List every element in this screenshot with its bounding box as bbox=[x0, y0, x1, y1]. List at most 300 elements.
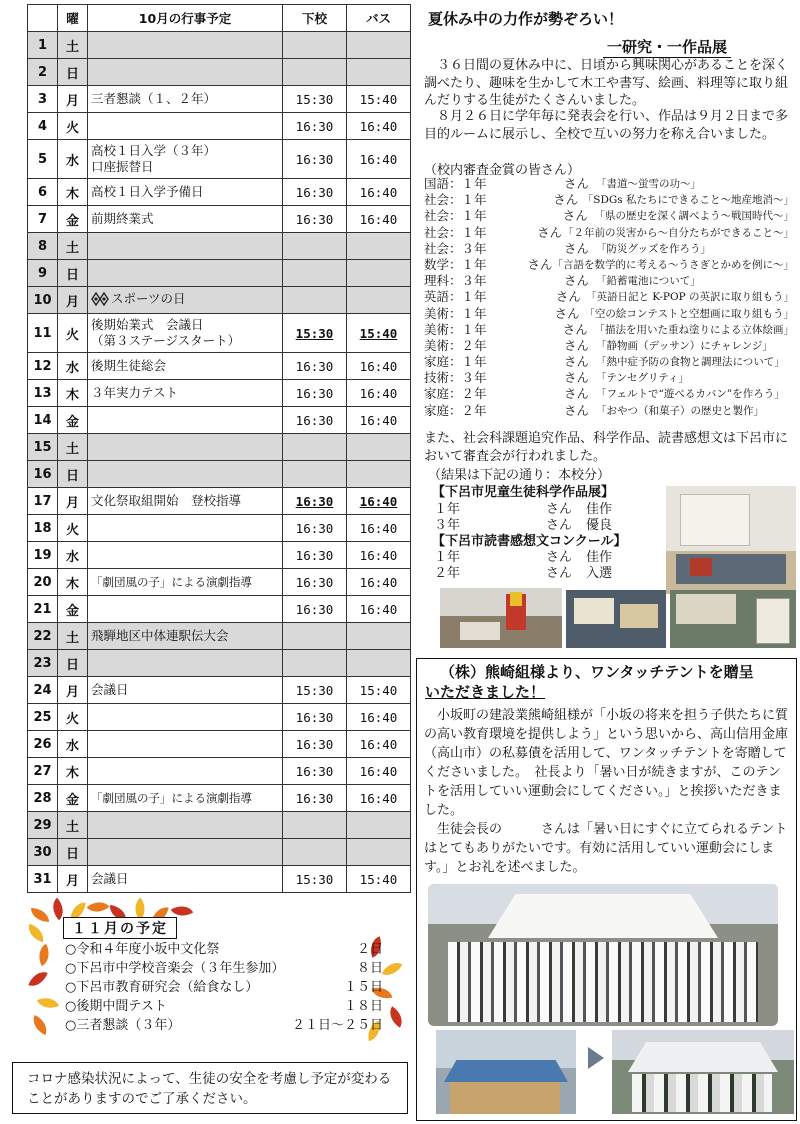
award-san: さん bbox=[564, 176, 590, 191]
row-event bbox=[88, 434, 283, 461]
row-leave-time bbox=[283, 515, 347, 542]
row-weekday: 金 bbox=[58, 407, 88, 434]
november-item-date: ２１日～２５日 bbox=[291, 1018, 383, 1033]
row-weekday: 水 bbox=[58, 731, 88, 758]
result-award: 入選 bbox=[586, 566, 613, 581]
row-weekday: 火 bbox=[58, 314, 88, 353]
row-leave-time-value: 16:30 bbox=[295, 574, 334, 590]
award-title: 「静物画（デッサン）にチャレンジ」 bbox=[596, 339, 773, 352]
row-bus-time-value: 16:40 bbox=[359, 385, 398, 401]
row-bus-time-value: 15:40 bbox=[359, 91, 398, 107]
row-leave-time bbox=[283, 233, 347, 260]
award-subject: 美術：１年 bbox=[424, 305, 487, 321]
award-title: 「言語を数学的に考える～うさぎとかめを例に～」 bbox=[552, 258, 794, 271]
event-line: 「劇団風の子」による演劇指導 bbox=[91, 790, 252, 805]
row-event bbox=[88, 287, 283, 314]
row-leave-time bbox=[283, 113, 347, 140]
row-leave-time bbox=[283, 785, 347, 812]
award-subject: 美術：２年 bbox=[424, 337, 487, 353]
award-title: 「フェルトで“遊べるカバン”を作ろう」 bbox=[596, 388, 785, 401]
row-day: 18 bbox=[28, 515, 58, 542]
row-bus-time-value: 15:40 bbox=[359, 325, 398, 341]
october-schedule-table bbox=[27, 4, 411, 893]
row-weekday: 金 bbox=[58, 785, 88, 812]
schedule-row bbox=[28, 650, 411, 677]
schedule-row bbox=[28, 866, 411, 893]
event-line: （第３ステージスタート） bbox=[91, 333, 241, 348]
row-bus-time bbox=[347, 380, 411, 407]
header-leave-time: 下校 bbox=[283, 5, 347, 32]
award-san: さん bbox=[564, 386, 590, 402]
row-bus-time bbox=[347, 179, 411, 206]
row-leave-time bbox=[283, 488, 347, 515]
award-san: さん bbox=[537, 224, 563, 240]
tent-title-line2: いただきました！ bbox=[425, 683, 546, 701]
result-row bbox=[434, 562, 674, 581]
row-bus-time-value: 16:40 bbox=[359, 151, 398, 167]
row-day: 23 bbox=[28, 650, 58, 677]
essay-contest-heading: 【下呂市読書感想文コンクール】 bbox=[432, 534, 627, 549]
row-bus-time bbox=[347, 839, 411, 866]
maple-leaf-icon bbox=[29, 1015, 51, 1035]
row-weekday: 月 bbox=[58, 677, 88, 704]
november-item bbox=[65, 957, 383, 976]
row-leave-time bbox=[283, 461, 347, 488]
row-day: 9 bbox=[28, 260, 58, 287]
row-weekday: 土 bbox=[58, 623, 88, 650]
schedule-row bbox=[28, 461, 411, 488]
schedule-row bbox=[28, 233, 411, 260]
row-bus-time-value: 16:40 bbox=[359, 709, 398, 725]
schedule-row bbox=[28, 32, 411, 59]
row-weekday: 木 bbox=[58, 569, 88, 596]
event-line: 高校１日入学（３年） bbox=[91, 143, 217, 159]
row-weekday: 水 bbox=[58, 140, 88, 179]
row-weekday: 日 bbox=[58, 650, 88, 677]
row-weekday: 土 bbox=[58, 32, 88, 59]
row-event bbox=[88, 86, 283, 113]
schedule-row bbox=[28, 758, 411, 785]
row-leave-time-value: 16:30 bbox=[295, 736, 334, 752]
award-title: 「おやつ（和菓子）の歴史と製作」 bbox=[596, 404, 764, 417]
award-item bbox=[424, 176, 794, 192]
award-title: 「空の絵コンテストと空想画に取り組もう」 bbox=[584, 307, 794, 320]
row-leave-time-value: 16:30 bbox=[295, 412, 334, 428]
schedule-row bbox=[28, 179, 411, 206]
schedule-row bbox=[28, 407, 411, 434]
row-leave-time bbox=[283, 650, 347, 677]
row-leave-time bbox=[283, 569, 347, 596]
row-weekday: 月 bbox=[58, 86, 88, 113]
row-leave-time bbox=[283, 839, 347, 866]
arrow-right-icon bbox=[588, 1047, 604, 1069]
row-weekday: 月 bbox=[58, 866, 88, 893]
november-item-label: ○下呂市中学校音楽会（３年生参加） bbox=[65, 961, 285, 976]
tent-article-paragraph-2: 生徒会長の さんは「暑い日にすぐに立てられるテントはとてもありがたいです。有効に活用していい運動会にします。」とお礼を述べました。 bbox=[424, 822, 788, 875]
row-weekday: 水 bbox=[58, 542, 88, 569]
row-leave-time bbox=[283, 812, 347, 839]
award-subject: 家庭：２年 bbox=[424, 386, 487, 402]
row-leave-time bbox=[283, 866, 347, 893]
row-day: 7 bbox=[28, 206, 58, 233]
article1-paragraph-3: また、社会科課題追究作品、科学作品、読書感想文は下呂市において審査会が行われました。 bbox=[424, 431, 789, 464]
row-event bbox=[88, 179, 283, 206]
award-title: 「英語日記と K-POP の英訳に取り組もう」 bbox=[585, 291, 794, 304]
row-leave-time-value: 15:30 bbox=[295, 871, 334, 887]
award-subject: 社会：３年 bbox=[424, 240, 487, 256]
award-subject: 美術：１年 bbox=[424, 321, 487, 337]
row-leave-time bbox=[283, 623, 347, 650]
award-san: さん bbox=[564, 354, 590, 370]
november-item-date: ８日 bbox=[356, 961, 383, 976]
november-item-date: １５日 bbox=[343, 980, 383, 995]
award-san: さん bbox=[564, 337, 590, 353]
row-event bbox=[88, 866, 283, 893]
award-item bbox=[424, 273, 794, 289]
award-san: さん bbox=[553, 192, 579, 208]
header-day bbox=[28, 5, 58, 32]
row-bus-time bbox=[347, 233, 411, 260]
row-leave-time bbox=[283, 677, 347, 704]
schedule-row bbox=[28, 206, 411, 233]
row-event bbox=[88, 59, 283, 86]
row-bus-time bbox=[347, 650, 411, 677]
award-subject: 社会：１年 bbox=[424, 208, 487, 224]
row-event bbox=[88, 731, 283, 758]
schedule-row bbox=[28, 59, 411, 86]
award-title: 「描法を用いた重ね塗りによる立体絵画」 bbox=[594, 323, 794, 336]
row-day: 15 bbox=[28, 434, 58, 461]
award-item bbox=[424, 208, 794, 224]
schedule-row bbox=[28, 569, 411, 596]
row-bus-time bbox=[347, 785, 411, 812]
tent-group-photo bbox=[428, 884, 778, 1026]
gold-award-heading: （校内審査金賞の皆さん） bbox=[424, 163, 581, 178]
exhibit-photo-2 bbox=[566, 590, 666, 648]
award-item bbox=[424, 338, 794, 354]
row-event bbox=[88, 380, 283, 407]
article1-subhead: 一研究・一作品展 bbox=[603, 36, 731, 58]
row-weekday: 日 bbox=[58, 59, 88, 86]
result-grade: １年 bbox=[434, 502, 461, 517]
header-weekday: 曜 bbox=[58, 5, 88, 32]
row-leave-time bbox=[283, 287, 347, 314]
row-day: 3 bbox=[28, 86, 58, 113]
schedule-row bbox=[28, 677, 411, 704]
row-leave-time-value: 16:30 bbox=[295, 763, 334, 779]
row-day: 29 bbox=[28, 812, 58, 839]
award-title: 「県の歴史を深く調べよう～戦国時代～」 bbox=[594, 210, 794, 223]
award-subject: 社会：１年 bbox=[424, 192, 487, 208]
row-day: 27 bbox=[28, 758, 58, 785]
award-subject: 社会：１年 bbox=[424, 224, 487, 240]
award-san: さん bbox=[564, 273, 590, 289]
row-leave-time-value: 15:30 bbox=[295, 325, 334, 341]
award-item bbox=[424, 354, 794, 370]
award-subject: 国語：１年 bbox=[424, 176, 487, 191]
row-weekday: 木 bbox=[58, 380, 88, 407]
article1-headline: 夏休み中の力作が勢ぞろい！ bbox=[428, 10, 624, 28]
results-note: （結果は下記の通り：本校分） bbox=[428, 468, 611, 483]
award-san: さん bbox=[564, 370, 590, 386]
schedule-row bbox=[28, 140, 411, 179]
row-weekday: 火 bbox=[58, 113, 88, 140]
row-weekday: 日 bbox=[58, 839, 88, 866]
result-grade: １年 bbox=[434, 550, 461, 565]
row-leave-time-value: 16:30 bbox=[295, 790, 334, 806]
row-day: 4 bbox=[28, 113, 58, 140]
event-line: 口座振替日 bbox=[91, 159, 154, 174]
row-event bbox=[88, 113, 283, 140]
schedule-row bbox=[28, 623, 411, 650]
row-event bbox=[88, 839, 283, 866]
row-bus-time bbox=[347, 260, 411, 287]
row-day: 1 bbox=[28, 32, 58, 59]
row-weekday: 火 bbox=[58, 515, 88, 542]
row-leave-time bbox=[283, 206, 347, 233]
schedule-row bbox=[28, 314, 411, 353]
row-event bbox=[88, 704, 283, 731]
schedule-row bbox=[28, 260, 411, 287]
row-day: 28 bbox=[28, 785, 58, 812]
result-row bbox=[434, 546, 674, 565]
award-subject: 英語：１年 bbox=[424, 289, 487, 305]
row-event bbox=[88, 623, 283, 650]
row-bus-time-value: 15:40 bbox=[359, 871, 398, 887]
row-day: 26 bbox=[28, 731, 58, 758]
row-weekday: 日 bbox=[58, 461, 88, 488]
award-san: さん bbox=[554, 305, 580, 321]
tent-after-photo bbox=[612, 1030, 794, 1114]
row-leave-time bbox=[283, 758, 347, 785]
row-weekday: 月 bbox=[58, 287, 88, 314]
schedule-row bbox=[28, 434, 411, 461]
row-day: 2 bbox=[28, 59, 58, 86]
row-leave-time-value: 16:30 bbox=[295, 520, 334, 536]
result-san: さん bbox=[546, 550, 573, 565]
row-bus-time-value: 16:40 bbox=[359, 118, 398, 134]
schedule-row bbox=[28, 353, 411, 380]
row-bus-time-value: 15:40 bbox=[359, 682, 398, 698]
november-title: １１月の予定 bbox=[63, 917, 177, 939]
row-event bbox=[88, 650, 283, 677]
row-leave-time-value: 16:30 bbox=[295, 118, 334, 134]
award-subject: 家庭：２年 bbox=[424, 402, 487, 418]
event-line: 会議日 bbox=[91, 682, 129, 698]
row-weekday: 土 bbox=[58, 434, 88, 461]
row-leave-time-value: 16:30 bbox=[295, 151, 334, 167]
row-bus-time-value: 16:40 bbox=[359, 547, 398, 563]
row-bus-time bbox=[347, 731, 411, 758]
schedule-row bbox=[28, 86, 411, 113]
tent-article-title bbox=[425, 662, 785, 702]
tent-before-photo bbox=[436, 1030, 576, 1114]
exhibit-photo-3 bbox=[670, 590, 796, 648]
award-item bbox=[424, 370, 794, 386]
event-line: 「劇団風の子」による演劇指導 bbox=[91, 574, 252, 589]
row-leave-time-value: 16:30 bbox=[295, 385, 334, 401]
row-bus-time bbox=[347, 866, 411, 893]
row-bus-time-value: 16:40 bbox=[359, 763, 398, 779]
row-bus-time bbox=[347, 488, 411, 515]
november-item bbox=[65, 976, 383, 995]
result-san: さん bbox=[546, 566, 573, 581]
row-day: 6 bbox=[28, 179, 58, 206]
award-subject: 理科：３年 bbox=[424, 273, 487, 289]
row-leave-time bbox=[283, 353, 347, 380]
award-item bbox=[424, 289, 794, 305]
event-line: 三者懇談（１、２年） bbox=[91, 91, 217, 107]
award-san: さん bbox=[564, 240, 590, 256]
result-san: さん bbox=[546, 518, 573, 533]
schedule-row bbox=[28, 113, 411, 140]
row-day: 14 bbox=[28, 407, 58, 434]
row-bus-time bbox=[347, 569, 411, 596]
event-line: 文化祭取組開始 登校指導 bbox=[91, 493, 242, 509]
row-weekday: 日 bbox=[58, 260, 88, 287]
event-line: ３年実力テスト bbox=[91, 385, 179, 401]
row-day: 31 bbox=[28, 866, 58, 893]
row-leave-time bbox=[283, 380, 347, 407]
row-day: 25 bbox=[28, 704, 58, 731]
row-day: 10 bbox=[28, 287, 58, 314]
science-exhibit-heading: 【下呂市児童生徒科学作品展】 bbox=[432, 485, 615, 500]
row-bus-time bbox=[347, 623, 411, 650]
row-leave-time bbox=[283, 314, 347, 353]
tent-title-line1: （株）熊崎組様より、ワンタッチテントを贈呈 bbox=[440, 663, 754, 681]
row-event bbox=[88, 542, 283, 569]
row-bus-time bbox=[347, 461, 411, 488]
row-leave-time bbox=[283, 260, 347, 287]
award-subject: 数学：１年 bbox=[424, 256, 487, 272]
row-leave-time bbox=[283, 542, 347, 569]
row-bus-time-value: 16:40 bbox=[359, 574, 398, 590]
row-leave-time bbox=[283, 731, 347, 758]
header-bus-time: バス bbox=[347, 5, 411, 32]
november-item-date: ２日 bbox=[356, 942, 383, 957]
row-leave-time-value: 15:30 bbox=[295, 91, 334, 107]
award-item bbox=[424, 257, 794, 273]
november-plan bbox=[27, 900, 410, 1040]
event-line: 後期始業式 会議日 bbox=[91, 317, 204, 333]
november-item bbox=[65, 1014, 383, 1033]
award-title: 「防災グッズを作ろう」 bbox=[596, 242, 711, 255]
row-leave-time bbox=[283, 704, 347, 731]
row-leave-time bbox=[283, 179, 347, 206]
event-line: 会議日 bbox=[91, 871, 129, 887]
row-leave-time-value: 16:30 bbox=[295, 184, 334, 200]
row-event bbox=[88, 407, 283, 434]
exhibit-photo-1 bbox=[440, 588, 562, 648]
row-bus-time bbox=[347, 32, 411, 59]
row-bus-time-value: 16:40 bbox=[359, 493, 398, 509]
result-row bbox=[434, 514, 674, 533]
row-bus-time bbox=[347, 704, 411, 731]
award-san: さん bbox=[562, 321, 588, 337]
row-weekday: 木 bbox=[58, 179, 88, 206]
row-event bbox=[88, 314, 283, 353]
row-day: 22 bbox=[28, 623, 58, 650]
row-bus-time bbox=[347, 287, 411, 314]
row-day: 5 bbox=[28, 140, 58, 179]
row-bus-time bbox=[347, 677, 411, 704]
row-bus-time bbox=[347, 113, 411, 140]
row-leave-time bbox=[283, 32, 347, 59]
award-item bbox=[424, 241, 794, 257]
row-weekday: 水 bbox=[58, 353, 88, 380]
schedule-row bbox=[28, 731, 411, 758]
row-leave-time-value: 16:30 bbox=[295, 211, 334, 227]
row-event bbox=[88, 206, 283, 233]
result-grade: ２年 bbox=[434, 566, 461, 581]
row-event bbox=[88, 461, 283, 488]
row-weekday: 土 bbox=[58, 812, 88, 839]
row-bus-time bbox=[347, 140, 411, 179]
row-bus-time bbox=[347, 758, 411, 785]
schedule-body bbox=[28, 32, 411, 893]
row-event bbox=[88, 32, 283, 59]
row-day: 13 bbox=[28, 380, 58, 407]
row-event bbox=[88, 812, 283, 839]
row-bus-time bbox=[347, 812, 411, 839]
result-grade: ３年 bbox=[434, 518, 461, 533]
row-weekday: 木 bbox=[58, 758, 88, 785]
row-event bbox=[88, 353, 283, 380]
row-event bbox=[88, 488, 283, 515]
award-san: さん bbox=[527, 256, 553, 272]
award-title: 「熱中症予防の食物と調理法について」 bbox=[596, 356, 785, 369]
award-item bbox=[424, 403, 794, 419]
november-item bbox=[65, 995, 383, 1014]
award-subject: 家庭：１年 bbox=[424, 354, 487, 370]
award-title: 「SDGs 私たちにできること～地産地消～」 bbox=[582, 194, 794, 207]
row-bus-time-value: 16:40 bbox=[359, 520, 398, 536]
row-event bbox=[88, 260, 283, 287]
row-bus-time bbox=[347, 353, 411, 380]
maple-leaf-icon bbox=[87, 896, 110, 918]
row-bus-time-value: 16:40 bbox=[359, 412, 398, 428]
maple-leaf-icon bbox=[382, 958, 403, 980]
row-bus-time bbox=[347, 86, 411, 113]
row-leave-time-value: 16:30 bbox=[295, 601, 334, 617]
row-day: 19 bbox=[28, 542, 58, 569]
tent-article-paragraph-1: 小坂町の建設業熊崎組様が「小坂の将来を担う子供たちに質の高い教育環境を提供しよう」という思いから、高山信用金庫（高山市）の私募債を活用して、ワンタッチテントを寄贈してくださいました。 社長より「暑い日が続きますが、このテントを活用していい運動会にしてください。」と挨拶いただきました。 bbox=[424, 708, 789, 818]
maple-leaf-icon bbox=[37, 993, 59, 1013]
row-day: 24 bbox=[28, 677, 58, 704]
award-item bbox=[424, 192, 794, 208]
row-leave-time-value: 16:30 bbox=[295, 493, 334, 509]
gold-award-list bbox=[424, 176, 794, 419]
award-san: さん bbox=[562, 208, 588, 224]
row-bus-time-value: 16:40 bbox=[359, 184, 398, 200]
maple-leaf-icon bbox=[385, 1006, 408, 1027]
row-bus-time bbox=[347, 596, 411, 623]
row-day: 16 bbox=[28, 461, 58, 488]
row-leave-time bbox=[283, 596, 347, 623]
award-title: 「鉛蓄電池について」 bbox=[596, 275, 701, 288]
row-event bbox=[88, 677, 283, 704]
row-bus-time bbox=[347, 407, 411, 434]
covid-notice: コロナ感染状況によって、生徒の安全を考慮し予定が変わることがありますのでご了承ください。 bbox=[12, 1062, 408, 1114]
row-event bbox=[88, 785, 283, 812]
header-event: 10月の行事予定 bbox=[88, 5, 283, 32]
row-leave-time-value: 16:30 bbox=[295, 709, 334, 725]
award-item bbox=[424, 306, 794, 322]
row-leave-time-value: 15:30 bbox=[295, 682, 334, 698]
row-event bbox=[88, 515, 283, 542]
event-line: 飛騨地区中体連駅伝大会 bbox=[91, 628, 229, 644]
holiday-label: スポーツの日 bbox=[111, 290, 186, 306]
